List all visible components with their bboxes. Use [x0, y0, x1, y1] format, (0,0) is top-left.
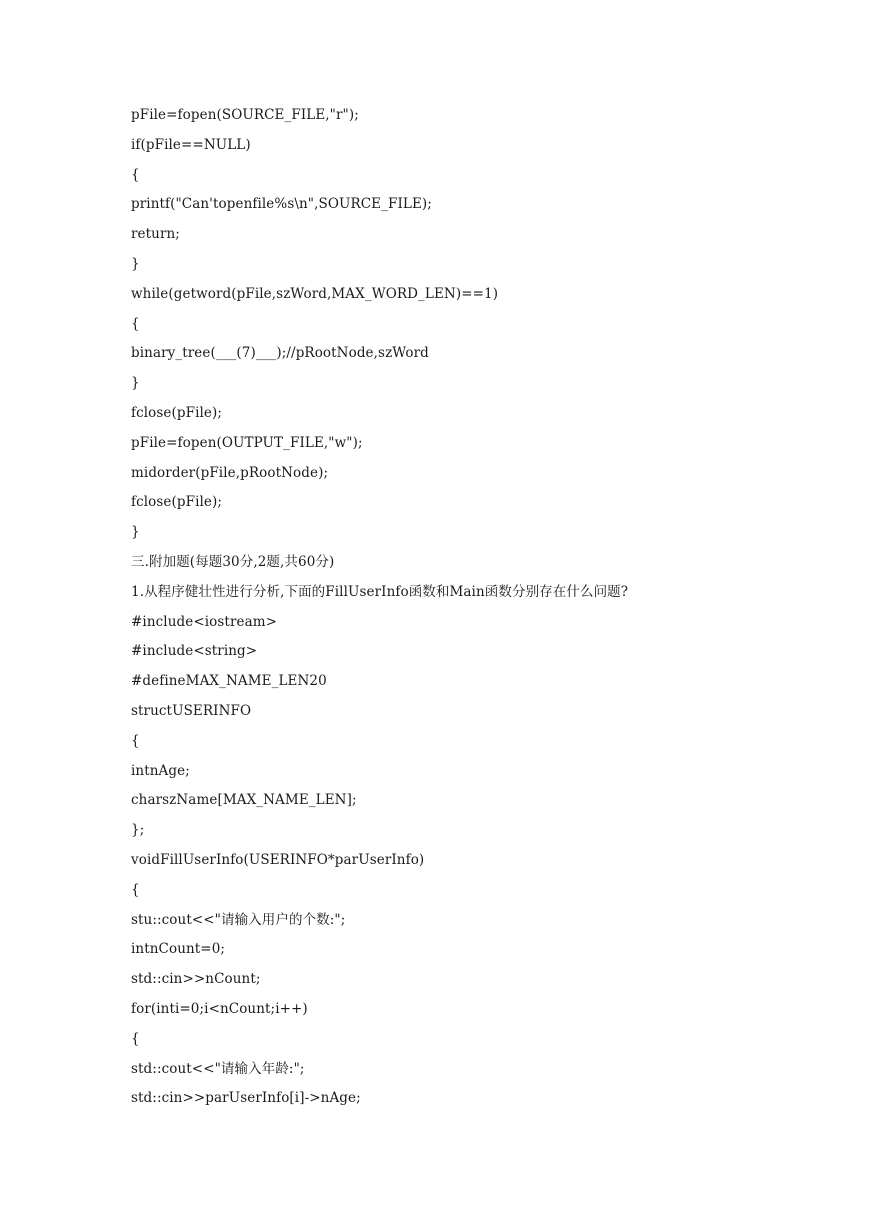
text-line: voidFillUserInfo(USERINFO*parUserInfo) — [131, 851, 425, 868]
text-line: } — [131, 524, 140, 541]
text-line: { — [131, 315, 140, 332]
text-line: std::cin>>parUserInfo[i]->nAge; — [131, 1090, 361, 1107]
section-heading: 三.附加题(每题30分,2题,共60分) — [131, 553, 335, 570]
text-line: { — [131, 881, 140, 898]
text-line: if(pFile==NULL) — [131, 136, 251, 153]
text-line: pFile=fopen(OUTPUT_FILE,"w"); — [131, 434, 363, 451]
text-line: } — [131, 375, 140, 392]
text-line: { — [131, 1030, 140, 1047]
text-line: binary_tree(___(7)___);//pRootNode,szWord — [131, 345, 429, 362]
text-line: for(inti=0;i<nCount;i++) — [131, 1000, 308, 1017]
text-line: intnAge; — [131, 762, 190, 779]
text-line: std::cin>>nCount; — [131, 971, 261, 988]
text-line: return; — [131, 226, 180, 243]
text-line: intnCount=0; — [131, 941, 226, 958]
text-line: while(getword(pFile,szWord,MAX_WORD_LEN)==1) — [131, 285, 499, 302]
text-line: printf("Can'topenfile%s\n",SOURCE_FILE); — [131, 196, 432, 213]
code-listing — [131, 104, 831, 1117]
text-line: structUSERINFO — [131, 702, 252, 719]
text-line: stu::cout<<"请输入用户的个数:"; — [131, 911, 346, 928]
text-line: midorder(pFile,pRootNode); — [131, 464, 329, 481]
text-line: #include<string> — [131, 643, 258, 660]
text-line: { — [131, 732, 140, 749]
question-text: 1.从程序健壮性进行分析,下面的FillUserInfo函数和Main函数分别存在什么问题? — [131, 583, 629, 600]
text-line: { — [131, 166, 140, 183]
text-line: fclose(pFile); — [131, 494, 223, 511]
text-line: fclose(pFile); — [131, 404, 223, 421]
text-line: #defineMAX_NAME_LEN20 — [131, 673, 327, 690]
text-line: pFile=fopen(SOURCE_FILE,"r"); — [131, 107, 359, 123]
text-line: std::cout<<"请输入年龄:"; — [131, 1060, 305, 1077]
text-line: charszName[MAX_NAME_LEN]; — [131, 792, 357, 809]
text-line: } — [131, 255, 140, 272]
text-line: #include<iostream> — [131, 613, 278, 630]
text-line: }; — [131, 822, 145, 839]
